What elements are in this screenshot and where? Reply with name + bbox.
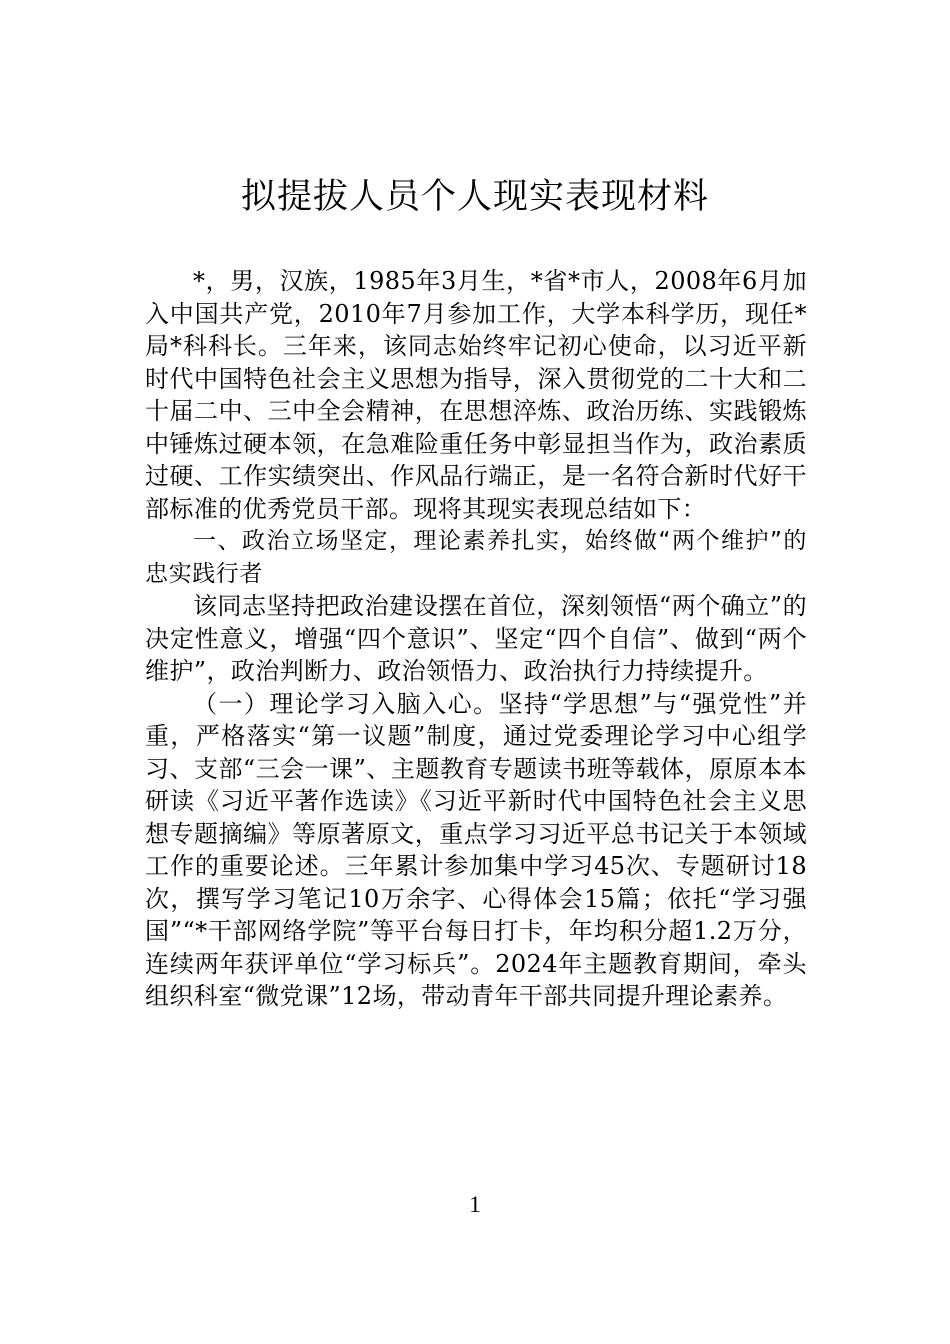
document-body — [145, 265, 807, 1013]
intro-paragraph: *，男，汉族，1985年3月生，*省*市人，2008年6月加入中国共产党，2010年7月参加工作，大学本科学历，现任*局*科科长。三年来，该同志始终牢记初心使命，以习近平新时代中国特色社会主义思想为指导，深入贯彻党的二十大和二十届二中、三中全会精神，在思想淬炼、政治历练、实践锻炼中锤炼过硬本领，在急难险重任务中彰显担当作为，政治素质过硬、工作实绩突出、作风品行端正，是一名符合新时代好干部标准的优秀党员干部。现将其现实表现总结如下： — [145, 267, 807, 523]
document-title: 拟提拔人员个人现实表现材料 — [240, 177, 709, 217]
section-1-paragraph: 该同志坚持把政治建设摆在首位，深刻领悟“两个确立”的决定性意义，增强“四个意识”、坚定“四个自信”、做到“两个维护”，政治判断力、政治领悟力、政治执行力持续提升。 — [145, 592, 807, 685]
page-number: 1 — [469, 1192, 481, 1217]
subsection-1-paragraph: （一）理论学习入脑入心。坚持“学思想”与“强党性”并重，严格落实“第一议题”制度，通过党委理论学习中心组学习、支部“三会一课”、主题教育专题读书班等载体，原原本本研读《习近平著作选读》《习近平新时代中国特色社会主义思想专题摘编》等原著原文，重点学习习近平总书记关于本领域工作的重要论述。三年累计参加集中学习45次、专题研讨18次，撰写学习笔记10万余字、心得体会15篇；依托“学习强国”“*干部网络学院”等平台每日打卡，年均积分超1.2万分，连续两年获评单位“学习标兵”。2024年主题教育期间，牵头组织科室“微党课”12场，带动青年干部共同提升理论素养。 — [145, 689, 807, 1010]
section-heading-1: 一、政治立场坚定，理论素养扎实，始终做“两个维护”的忠实践行者 — [145, 528, 807, 587]
